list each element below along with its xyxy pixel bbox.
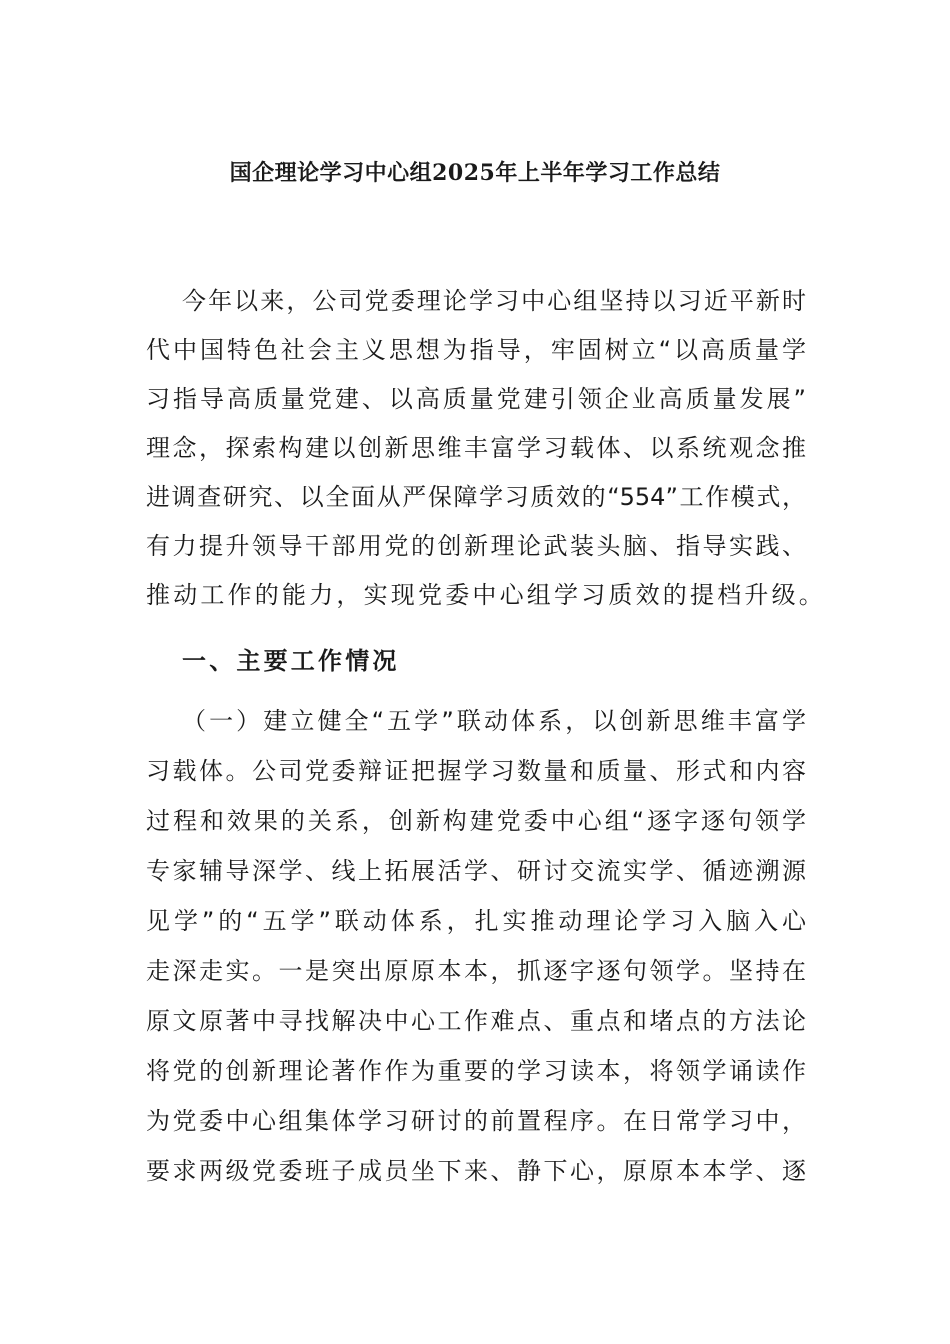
paragraph-line: 推动工作的能力，实现党委中心组学习质效的提档升级。 — [146, 581, 826, 609]
paragraph-line: 走深走实。一是突出原原本本，抓逐字逐句领学。坚持在 — [146, 957, 806, 985]
paragraph-line: 习载体。公司党委辩证把握学习数量和质量、形式和内容 — [146, 757, 806, 785]
paragraph-line: 理念，探索构建以创新思维丰富学习载体、以系统观念推 — [146, 434, 806, 462]
document-title: 国企理论学习中心组2025年上半年学习工作总结 — [229, 160, 721, 186]
paragraph-line: 代中国特色社会主义思想为指导，牢固树立“以高质量学 — [146, 336, 806, 364]
paragraph-line: 见学”的“五学”联动体系，扎实推动理论学习入脑入心 — [146, 907, 806, 935]
paragraph-line: 进调查研究、以全面从严保障学习质效的“554”工作模式， — [146, 483, 806, 511]
paragraph-line: 过程和效果的关系，创新构建党委中心组“逐字逐句领学 — [146, 807, 806, 835]
paragraph-line: 习指导高质量党建、以高质量党建引领企业高质量发展” — [146, 385, 806, 413]
paragraph-line: 将党的创新理论著作作为重要的学习读本，将领学诵读作 — [146, 1057, 806, 1085]
paragraph-line: 有力提升领导干部用党的创新理论武装头脑、指导实践、 — [146, 532, 806, 560]
paragraph-line: （一）建立健全“五学”联动体系，以创新思维丰富学 — [182, 707, 806, 735]
paragraph-line: 为党委中心组集体学习研讨的前置程序。在日常学习中， — [146, 1107, 806, 1135]
paragraph-line: 今年以来，公司党委理论学习中心组坚持以习近平新时 — [182, 287, 806, 315]
paragraph-line: 专家辅导深学、线上拓展活学、研讨交流实学、循迹溯源 — [146, 857, 806, 885]
paragraph-line: 要求两级党委班子成员坐下来、静下心，原原本本学、逐 — [146, 1157, 806, 1185]
section-heading: 一、主要工作情况 — [182, 647, 400, 675]
paragraph-line: 原文原著中寻找解决中心工作难点、重点和堵点的方法论 — [146, 1007, 806, 1035]
